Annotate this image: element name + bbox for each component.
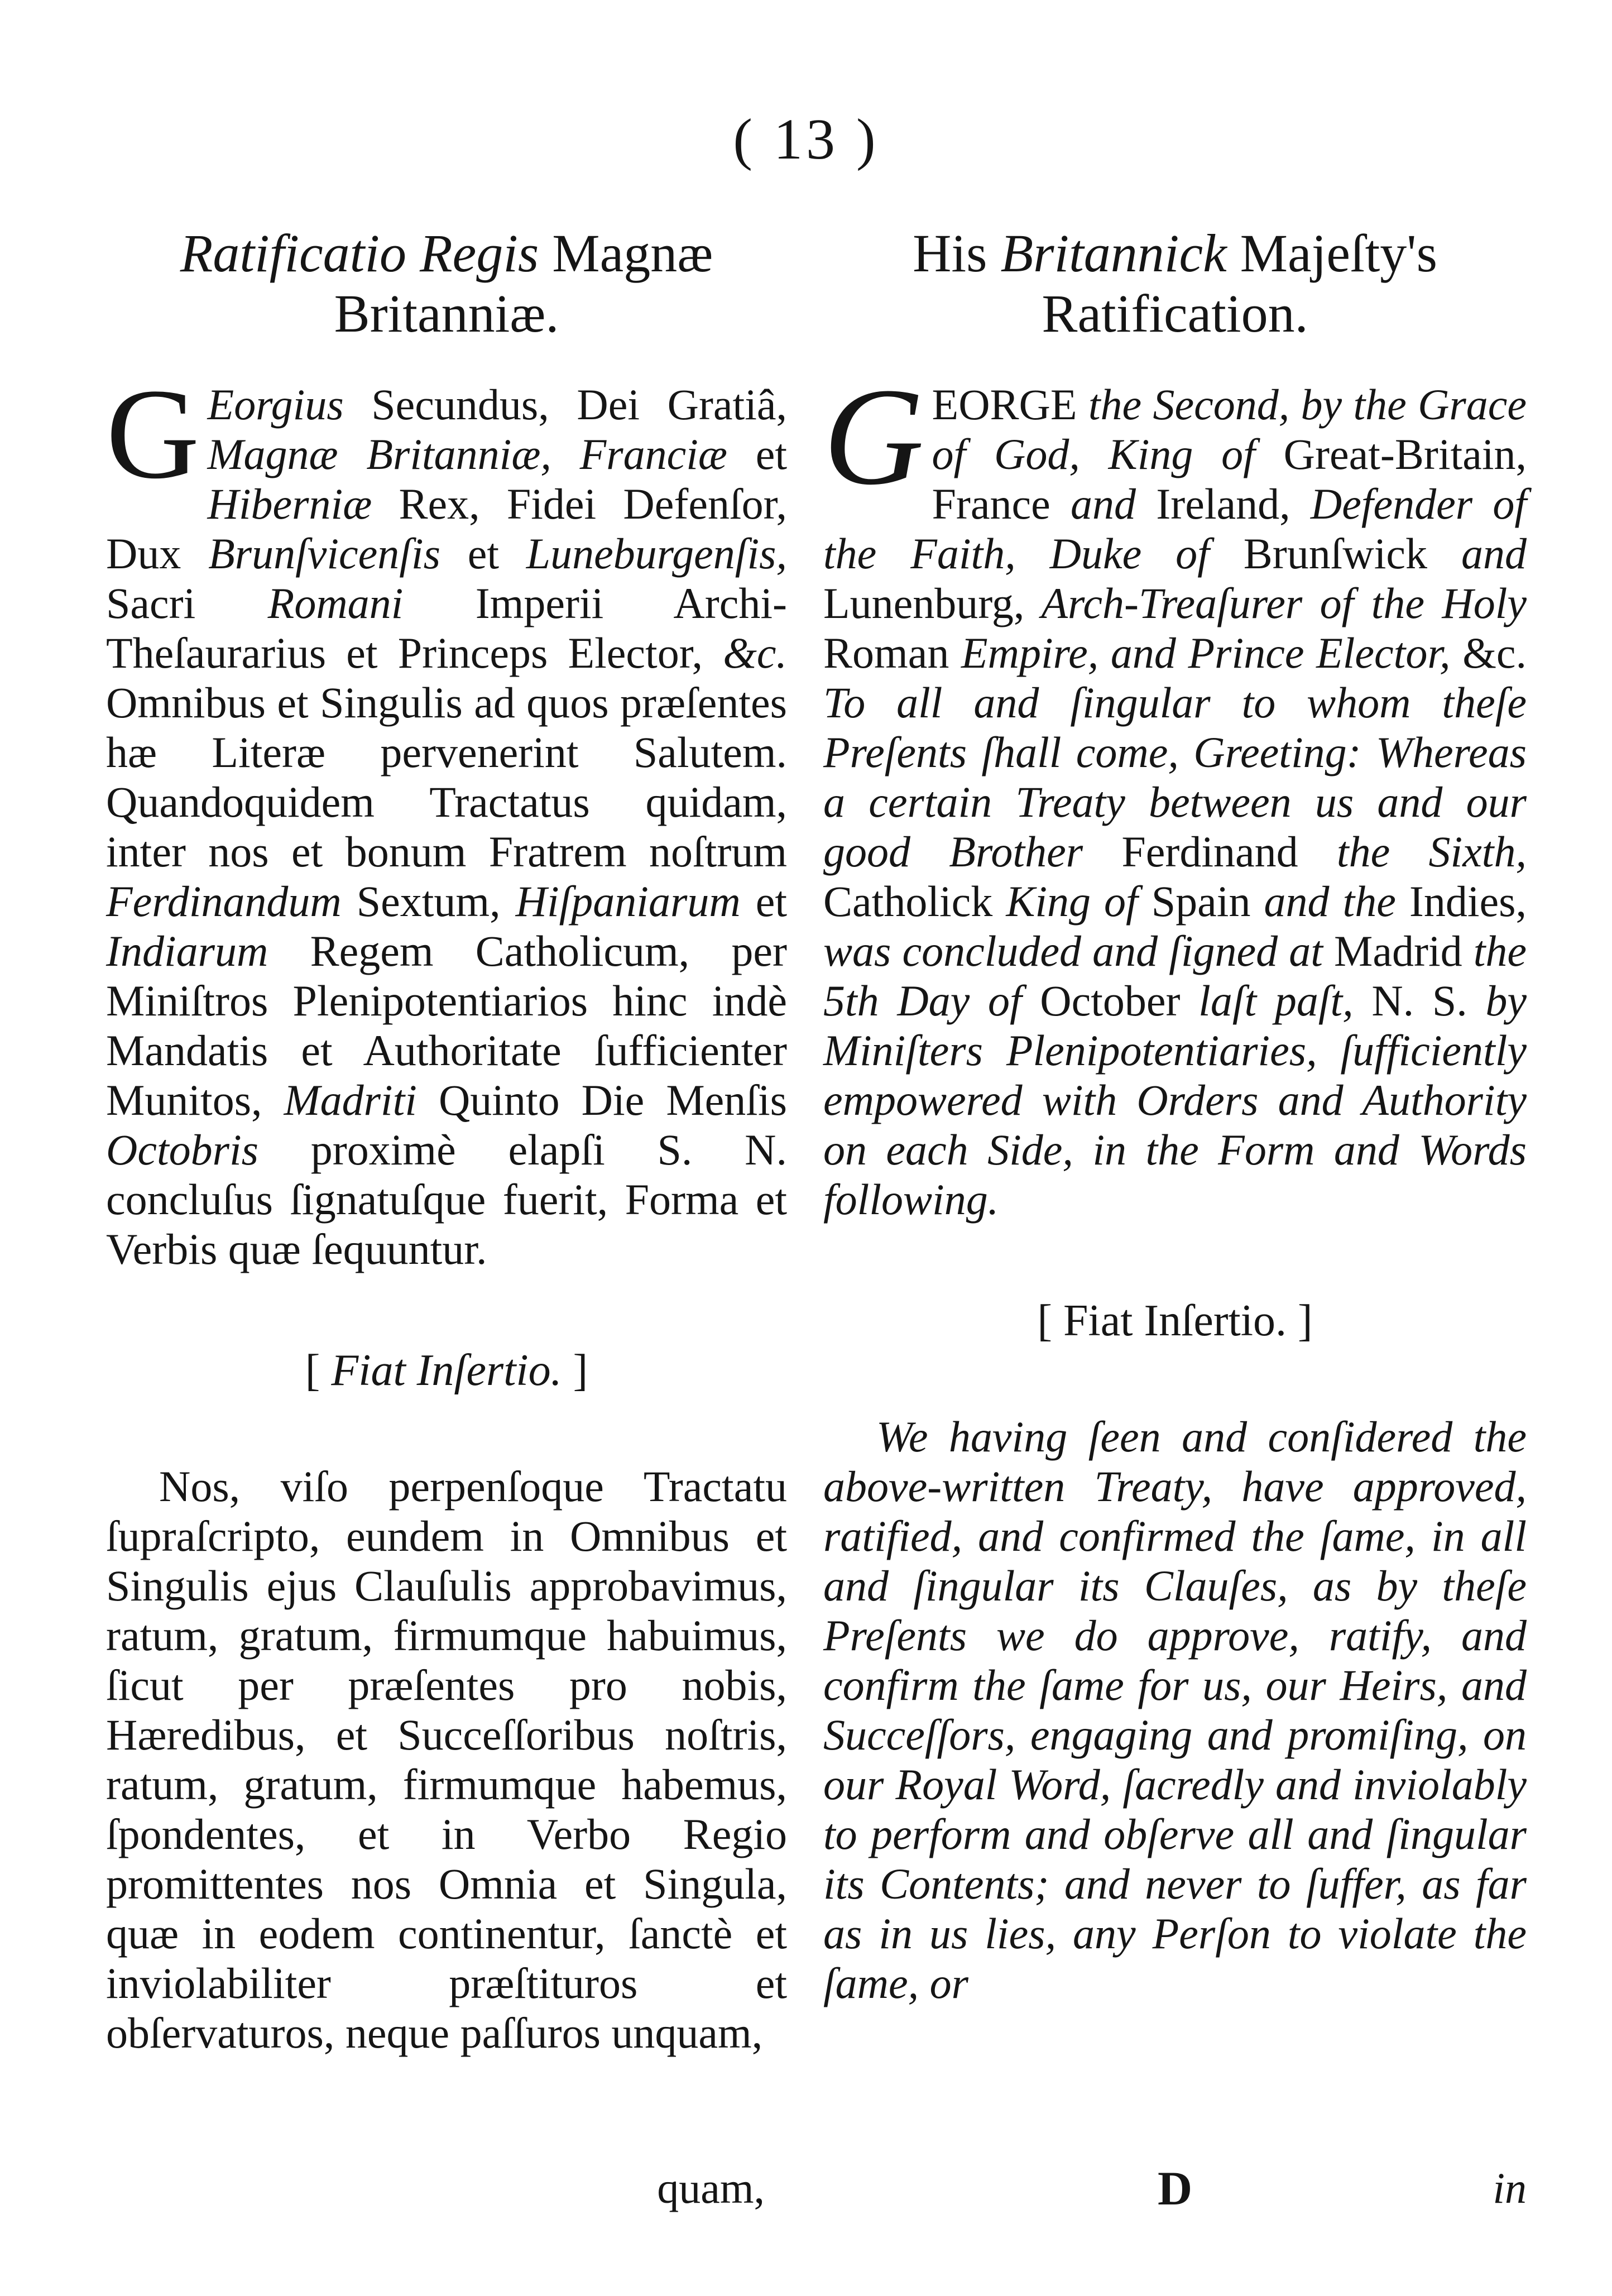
roman-run: Indies, [1409,877,1527,926]
roman-run: Spain [1151,877,1251,926]
italic-run: Magnæ Britanniæ, Franciæ [207,430,727,478]
italic-run: Hiberniæ [207,480,372,528]
latin-heading-line2: Britanniæ. [334,284,559,343]
italic-run: the 5th Day of [823,927,1527,1025]
roman-run: et [740,877,787,926]
bracket-open: [ [1037,1296,1064,1345]
italic-run: Octobris [106,1125,258,1174]
catchword-right: in [1493,2164,1527,2212]
roman-run: Catholick [823,877,993,926]
latin-paragraph-1 [106,362,787,1274]
english-paragraph-2: We having ſeen and conſidered the above-written Treaty, have approved, ratified, and confirmed the ſame, in all and ſingular its Clauſes, as by theſe Preſents we do approve, ratify, and confirm the ſame for us, our Heirs, and Succeſſors, engaging and promiſing, on our Royal Word, ſacredly and inviolably to perform and obſerve all and ſingular its Contents; and never to ſuffer, as far as in us lies, any Perſon to violate the ſame, or [823,1412,1527,2007]
roman-run: Sextum, [341,877,516,926]
italic-run: the Sixth, [1298,827,1527,876]
italic-run: Brunſvicenſis [208,529,440,578]
english-heading-roman-b: Majeſty's [1226,223,1437,283]
italic-run: and [1050,480,1157,528]
roman-run: Great-Britain, France [932,430,1527,528]
roman-run: &c. [1462,629,1527,677]
italic-run: the Second, by the Grace of God, King of [932,380,1527,478]
drop-cap: G [823,360,924,514]
insert-text: Fiat Inſertio. [331,1346,562,1395]
roman-run: Quinto Die Menſis [416,1076,787,1124]
english-heading [823,223,1527,353]
roman-run: Omnibus et Singulis ad quos præſentes hæ Literæ pervenerint Salutem. Quandoquidem Tractatus quidam, inter nos et bonum Fratrem noſtrum [106,678,787,876]
insert-text: Fiat Inſertio. [1063,1296,1287,1345]
roman-run: Regem Catholicum, per Miniſtros Plenipotentiarios hinc indè Mandatis et Authoritate ſufficienter Munitos, [106,927,787,1124]
italic-run: and [1427,529,1527,578]
italic-run: and the [1250,877,1409,926]
english-heading-line2: Ratification. [1042,284,1308,343]
roman-run: N. S. [1371,976,1467,1025]
english-heading-roman-a: His [913,223,1001,283]
italic-run: To all and ſingular to whom theſe Preſents ſhall come, Greeting: Whereas a certain Treaty between us and our good Brother [823,678,1527,876]
italic-run: Eorgius [207,380,344,429]
italic-run: Arch-Treaſurer of the Holy [1024,579,1527,627]
latin-column [106,223,787,2058]
latin-heading [106,223,787,353]
roman-run: Madrid [1334,927,1462,975]
roman-run: Secundus, Dei Gratiâ, [343,380,787,429]
italic-run: Empire, and Prince Elector, [949,629,1463,677]
roman-run: et [440,529,526,578]
roman-run: et [727,430,787,478]
roman-run: Roman [823,629,949,677]
roman-run: Imperii Archi-Theſaurarius et Princeps Elector, [106,579,787,677]
italic-run: Indiarum [106,927,268,975]
page-number: ( 13 ) [733,107,879,171]
english-column [823,223,1527,2008]
signature-mark: D [1157,2161,1193,2215]
roman-run: Ferdinand [1121,827,1298,876]
latin-fiat-insertio [106,1345,787,1396]
roman-run: Sacri [106,579,268,627]
roman-run: Rex, Fidei Defenſor, Dux [106,480,787,578]
italic-run: Madriti [284,1076,417,1124]
italic-run: Ferdinandum [106,877,342,926]
latin-heading-roman: Magnæ [539,223,713,283]
italic-run: Romani [267,579,404,627]
italic-run: Defender of the Faith, Duke of [823,480,1527,578]
italic-run: by Miniſters Plenipotentiaries, ſufficiently empowered with Orders and Authority on each Side, in the Form and Words following. [823,976,1527,1224]
bracket-close: ] [562,1346,588,1395]
roman-run: Ireland, [1156,480,1290,528]
english-paragraph-1 [823,360,1527,1224]
drop-cap: G [106,362,200,506]
italic-run: was concluded and ſigned at [823,927,1334,975]
italic-run: Hiſpaniarum [515,877,741,926]
english-fiat-insertio [823,1296,1527,1346]
latin-paragraph-2: Nos, viſo perpenſoque Tractatu ſupraſcripto, eundem in Omnibus et Singulis ejus Clauſulis approbavimus, ratum, gratum, firmumque habuimus, ſicut per præſentes pro nobis, Hæredibus, et Succeſſoribus noſtris, ratum, gratum, firmumque habemus, ſpondentes, et in Verbo Regio promittentes nos Omnia et Singula, quæ in eodem continentur, ſanctè et inviolabiliter præſtituros et obſervaturos, neque paſſuros unquam, [106,1462,787,2057]
bracket-close: ] [1286,1296,1313,1345]
roman-run: Brunſwick [1243,529,1428,578]
italic-run: King of [992,877,1152,926]
roman-run: October [1040,976,1181,1025]
roman-run: proximè elapſi S. N. concluſus ſignatuſque fuerit, Forma et Verbis quæ ſequuntur. [106,1125,787,1273]
english-heading-italic: Britannick [1000,223,1227,283]
italic-run: Luneburgenſis, [526,529,787,578]
italic-run: &c. [723,629,787,677]
roman-run: EORGE [932,380,1077,429]
italic-run: laſt paſt, [1180,976,1372,1025]
roman-run: Lunenburg, [823,579,1025,627]
latin-heading-italic: Ratificatio Regis [180,223,539,283]
bracket-open: [ [305,1346,332,1395]
catchword-left: quam, [657,2164,765,2212]
